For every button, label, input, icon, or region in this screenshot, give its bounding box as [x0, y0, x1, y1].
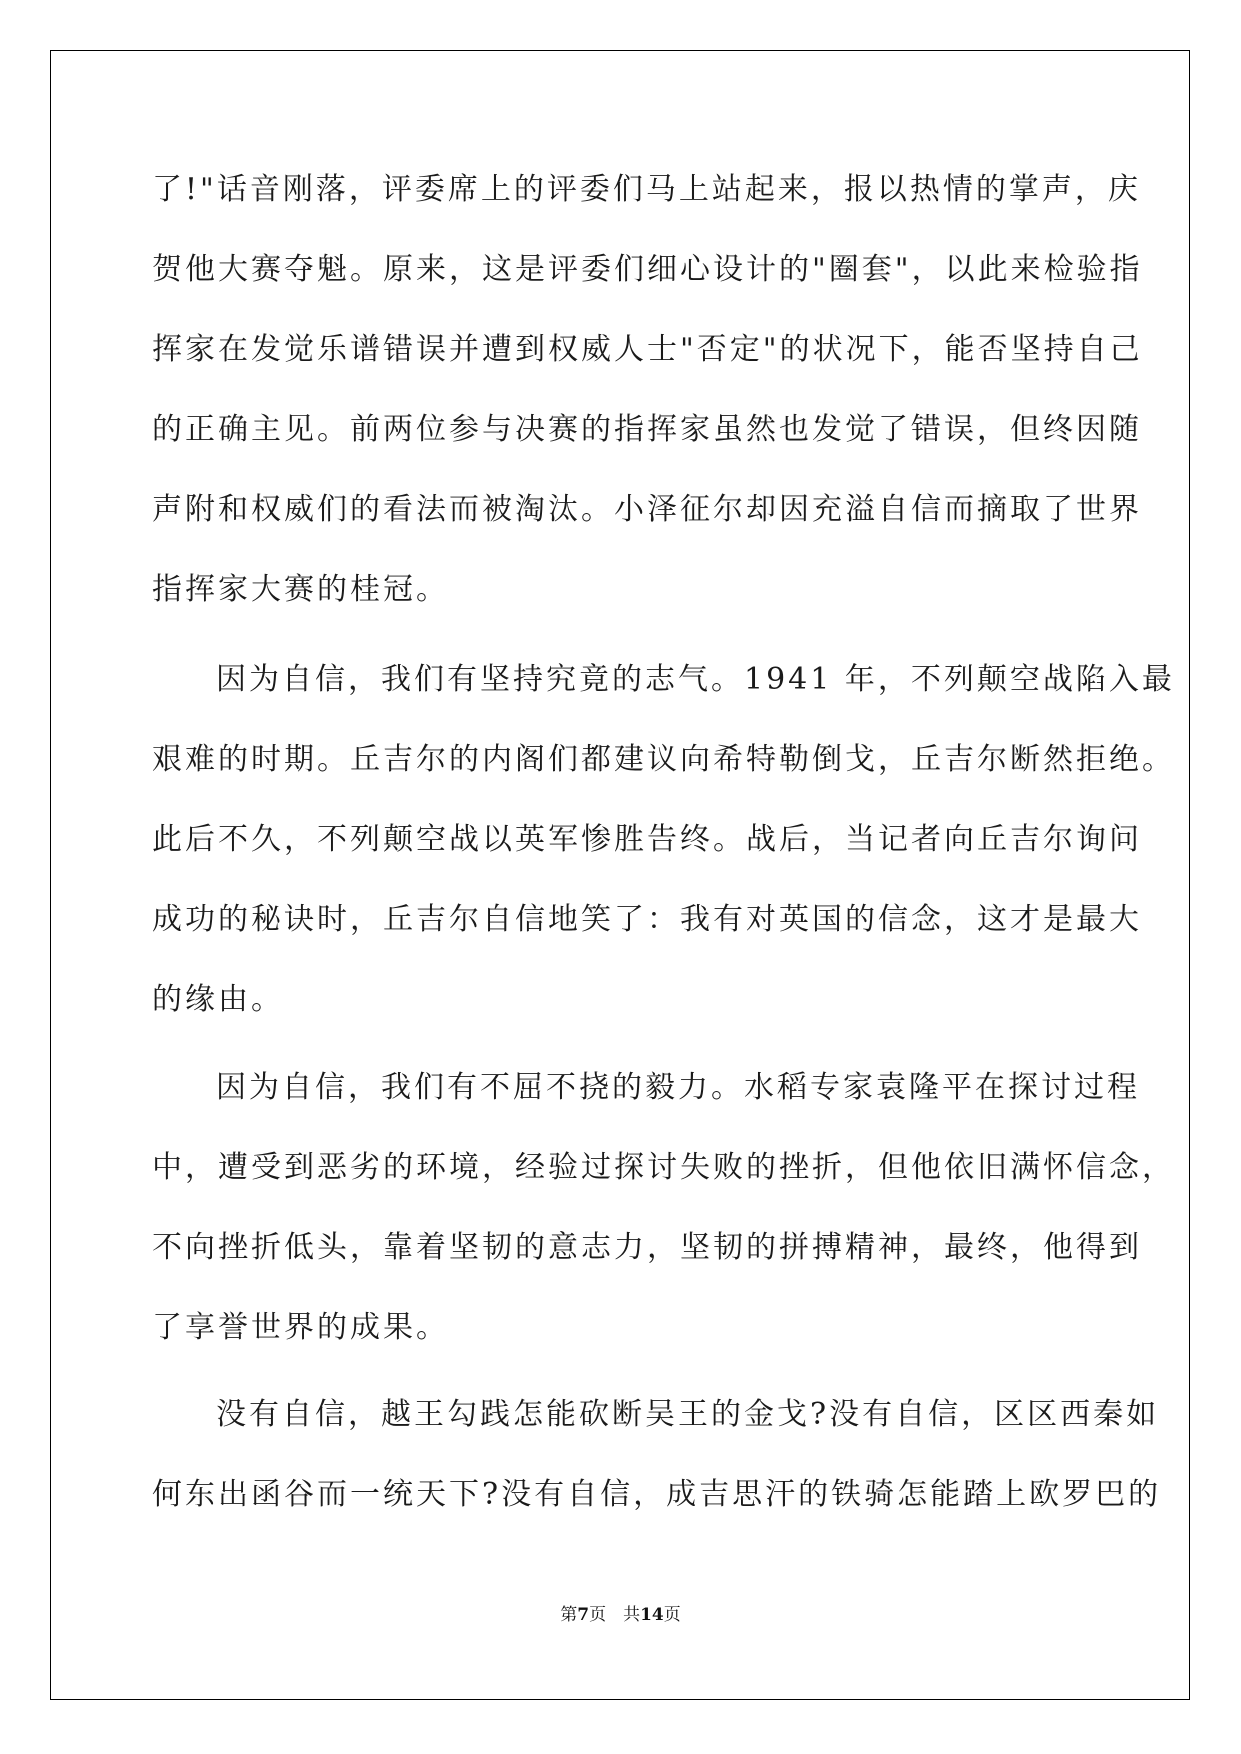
text-line: 贺他大赛夺魁。原来，这是评委们细心设计的"圈套"，以此来检验指	[152, 252, 1143, 287]
text-line: 的缘由。	[152, 982, 284, 1017]
text-line: 此后不久，不列颠空战以英军惨胜告终。战后，当记者向丘吉尔询问	[152, 822, 1142, 857]
page-footer	[0, 1600, 1241, 1625]
text-line: 艰难的时期。丘吉尔的内阁们都建议向希特勒倒戈，丘吉尔断然拒绝。	[152, 742, 1175, 777]
text-line: 不向挫折低头，靠着坚韧的意志力，坚韧的拼搏精神，最终，他得到	[152, 1230, 1142, 1265]
footer-suffix: 页	[663, 1605, 681, 1625]
footer-prefix: 第	[560, 1605, 578, 1625]
footer-middle: 页 共	[589, 1605, 641, 1625]
text-line: 挥家在发觉乐谱错误并遭到权威人士"否定"的状况下，能否坚持自己	[152, 332, 1143, 367]
text-line: 没有自信，越王勾践怎能砍断吴王的金戈?没有自信，区区西秦如	[216, 1397, 1160, 1432]
text-line: 了!"话音刚落，评委席上的评委们马上站起来，报以热情的掌声，庆	[152, 172, 1141, 207]
total-page-count: 14	[640, 1605, 664, 1625]
text-line: 的正确主见。前两位参与决赛的指挥家虽然也发觉了错误，但终因随	[152, 412, 1142, 447]
text-line: 因为自信，我们有坚持究竟的志气。1941 年，不列颠空战陷入最	[216, 662, 1175, 697]
text-line: 因为自信，我们有不屈不挠的毅力。水稻专家袁隆平在探讨过程	[216, 1070, 1140, 1105]
current-page-number: 7	[577, 1605, 590, 1625]
page-border	[50, 50, 1190, 1700]
text-line: 了享誉世界的成果。	[152, 1310, 449, 1345]
text-line: 成功的秘诀时，丘吉尔自信地笑了：我有对英国的信念，这才是最大	[152, 902, 1142, 937]
text-line: 何东出函谷而一统天下?没有自信，成吉思汗的铁骑怎能踏上欧罗巴的	[152, 1477, 1162, 1512]
text-line: 中，遭受到恶劣的环境，经验过探讨失败的挫折，但他依旧满怀信念，	[152, 1150, 1175, 1185]
text-line: 声附和权威们的看法而被淘汰。小泽征尔却因充溢自信而摘取了世界	[152, 492, 1142, 527]
text-line: 指挥家大赛的桂冠。	[152, 572, 449, 607]
